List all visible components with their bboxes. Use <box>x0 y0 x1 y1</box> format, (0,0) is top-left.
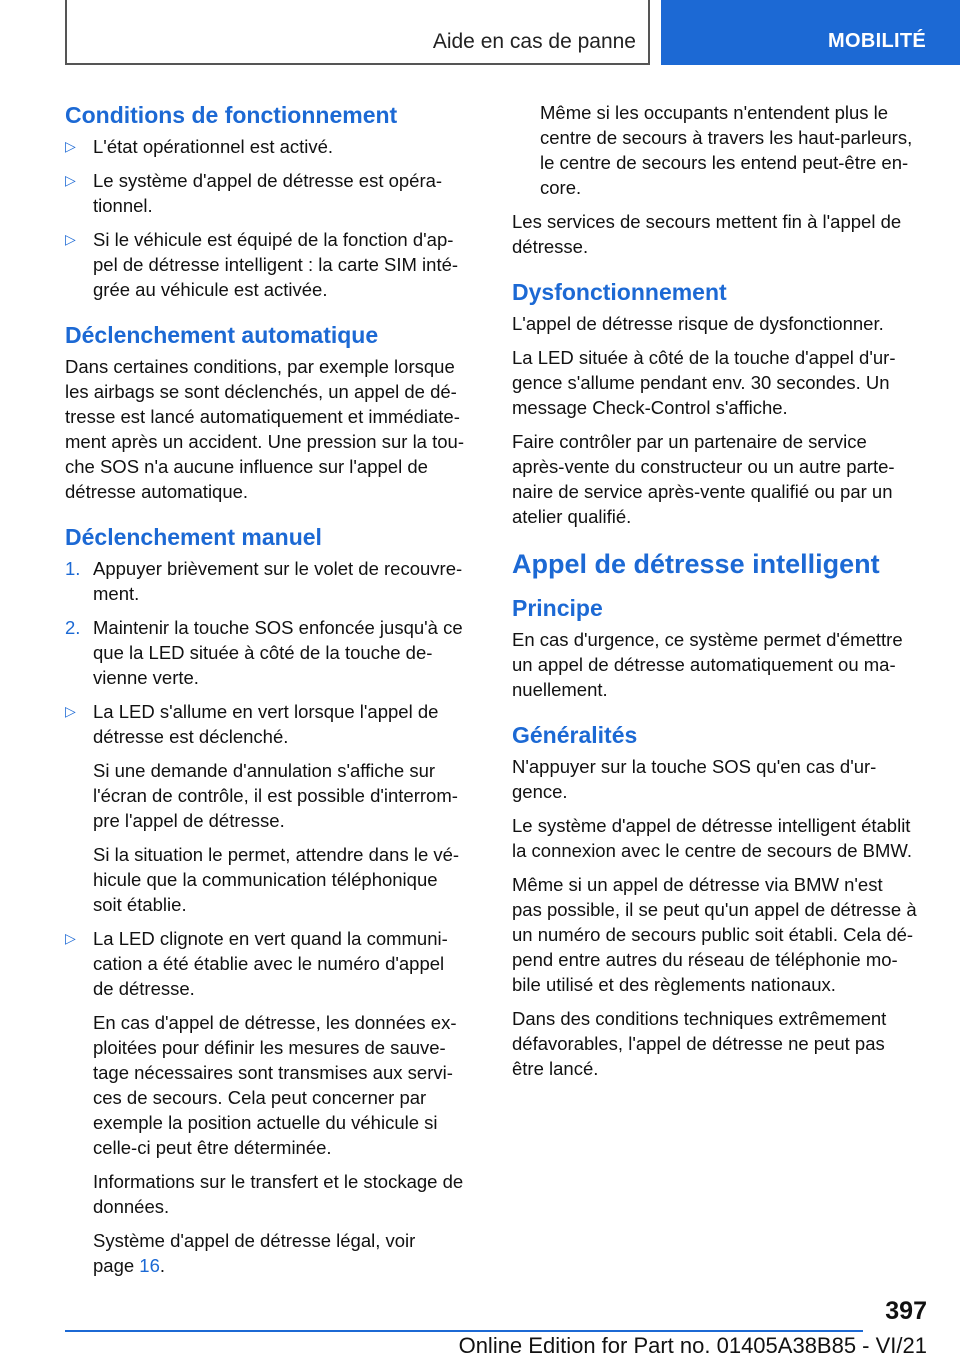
paragraph: L'appel de détresse risque de dysfonctionner. <box>512 313 884 334</box>
section-general <box>512 720 932 1081</box>
chapter-intelligent-call <box>512 547 932 702</box>
footer-rule <box>65 1330 863 1332</box>
right-column <box>512 100 932 1090</box>
sub-paragraph: En cas d'appel de détresse, les données ex‐ ploitées pour définir les mesures de sauve‐ tage nécessaires sont transmises aux servi‐ ces de secours. Cela peut concerner par exemple la position actuelle du véhicule si celle-ci peut être déterminée. <box>93 1012 457 1158</box>
paragraph: La LED située à côté de la touche d'appel d'ur‐ gence s'allume pendant env. 30 secondes. Un message Check-Control s'affiche. <box>512 347 896 418</box>
triangle-bullet-icon: ▷ <box>65 703 76 719</box>
paragraph: Dans certaines conditions, par exemple lorsque les airbags se sont déclenchés, un appel de dé‐ tresse est lancé automatiquement et immédiate‐ ment après un accident. Une pression sur la tou‐ che SOS n'a aucune influence sur l'appel de détresse automatique. <box>65 356 464 502</box>
header-section-title: Aide en cas de panne <box>432 30 636 53</box>
header-right-rule <box>648 0 650 65</box>
page-number: 397 <box>885 1297 927 1325</box>
bullet-item: ▷ L'état opérationnel est activé. <box>65 136 334 157</box>
triangle-bullet-icon: ▷ <box>65 231 76 247</box>
section-conditions <box>65 100 485 302</box>
bullet-item: ▷ Le système d'appel de détresse est opéra‐ tionnel. <box>65 170 443 216</box>
section-malfunction <box>512 277 932 529</box>
section-auto-trigger <box>65 320 485 504</box>
section-title: Dysfonctionnement <box>512 279 727 305</box>
header-bottom-rule <box>65 63 650 65</box>
page-link[interactable]: 16 <box>139 1255 160 1276</box>
paragraph: N'appuyer sur la touche SOS qu'en cas d'ur‐ gence. <box>512 756 877 802</box>
bullet-item: ▷ La LED s'allume en vert lorsque l'appel de détresse est déclenché. <box>65 701 439 747</box>
sub-paragraph: Si la situation le permet, attendre dans le vé‐ hicule que la communication téléphonique soit établie. <box>93 844 460 915</box>
header-chapter-label: MOBILITÉ <box>828 30 926 52</box>
triangle-bullet-icon: ▷ <box>65 930 76 946</box>
section-principle <box>512 593 932 702</box>
sub-paragraph: Si une demande d'annulation s'affiche sur l'écran de contrôle, il est possible d'interrom‐ pre l'appel de détresse. <box>93 760 458 831</box>
sub-paragraph: Informations sur le transfert et le stockage de données. <box>93 1171 464 1217</box>
section-title: Principe <box>512 595 603 621</box>
chapter-title: Appel de détresse intelligent <box>512 549 880 579</box>
bullet-item: ▷ Si le véhicule est équipé de la fonction d'ap‐ pel de détresse intelligent : la carte SIM inté‐ grée au véhicule est activée. <box>65 229 459 300</box>
bullet-item: ▷ La LED clignote en vert quand la communi‐ cation a été établie avec le numéro d'appel de détresse. <box>65 928 448 999</box>
paragraph: Les services de secours mettent fin à l'appel de détresse. <box>512 211 902 257</box>
page-reference: Système d'appel de détresse légal, voir page 16. <box>93 1230 416 1276</box>
paragraph: Dans des conditions techniques extrêmement défavorables, l'appel de détresse ne peut pas être lancé. <box>512 1008 887 1079</box>
sub-paragraph: Même si les occupants n'entendent plus le centre de secours à travers les haut-parleurs, le centre de secours les entend peut-être en‐ core. <box>540 102 913 198</box>
left-column <box>65 100 485 1287</box>
paragraph: Même si un appel de détresse via BMW n'est pas possible, il se peut qu'un appel de détresse à un numéro de secours public soit établi. Cela dé‐ pend entre autres du réseau de téléphonie mo‐ bile utilisé et des règlements nationaux. <box>512 874 917 995</box>
footer-edition: Online Edition for Part no. 01405A38B85 - VI/21 <box>458 1333 927 1358</box>
step-item: 1. Appuyer brièvement sur le volet de recouvre‐ ment. <box>65 558 463 604</box>
step-item: 2. Maintenir la touche SOS enfoncée jusqu'à ce que la LED située à côté de la touche de‐ vienne verte. <box>65 617 463 688</box>
paragraph: En cas d'urgence, ce système permet d'émettre un appel de détresse automatiquement ou ma‐ nuellement. <box>512 629 903 700</box>
section-title: Déclenchement automatique <box>65 322 379 348</box>
section-manual-trigger <box>65 522 485 1278</box>
header-chapter-tab <box>661 0 960 65</box>
triangle-bullet-icon: ▷ <box>65 172 76 188</box>
triangle-bullet-icon: ▷ <box>65 138 76 154</box>
paragraph: Faire contrôler par un partenaire de service après-vente du constructeur ou un autre parte‐ naire de service après-vente qualifié ou par un atelier qualifié. <box>512 431 895 527</box>
step-number: 1. <box>65 558 81 579</box>
section-title: Déclenchement manuel <box>65 524 322 550</box>
paragraph: Le système d'appel de détresse intelligent établit la connexion avec le centre de secours de BMW. <box>512 815 913 861</box>
section-title: Généralités <box>512 722 638 748</box>
step-number: 2. <box>65 617 81 638</box>
section-title: Conditions de fonctionnement <box>65 102 398 128</box>
